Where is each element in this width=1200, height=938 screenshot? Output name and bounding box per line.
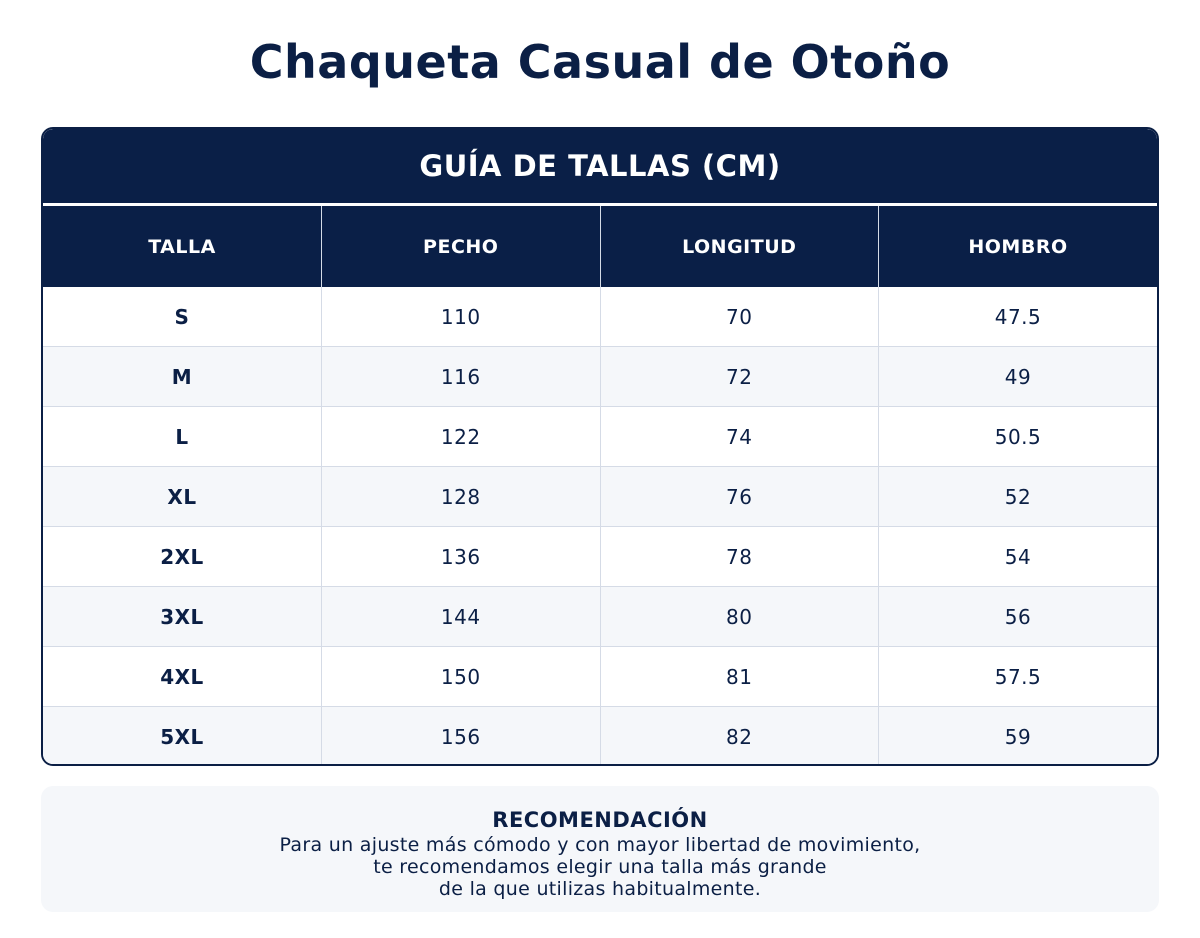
table-row <box>43 287 1157 347</box>
recommendation-text-line: te recomendamos elegir una talla más grande <box>373 856 827 878</box>
shoulder-cell: 49 <box>879 347 1158 407</box>
table-header-row <box>43 206 1157 287</box>
recommendation-text-line: de la que utilizas habitualmente. <box>438 878 762 900</box>
chest-cell: 156 <box>322 707 601 767</box>
table-row <box>43 707 1157 767</box>
chest-cell: 116 <box>322 347 601 407</box>
table-row <box>43 587 1157 647</box>
table-row <box>43 347 1157 407</box>
length-cell: 80 <box>600 587 879 647</box>
chest-cell: 150 <box>322 647 601 707</box>
length-cell: 70 <box>600 287 879 347</box>
chest-cell: 122 <box>322 407 601 467</box>
size-cell: L <box>43 407 322 467</box>
shoulder-cell: 52 <box>879 467 1158 527</box>
size-table <box>43 206 1157 766</box>
length-cell: 76 <box>600 467 879 527</box>
column-header-pecho: PECHO <box>322 206 601 287</box>
size-guide-header: GUÍA DE TALLAS (CM) <box>43 129 1157 203</box>
table-row <box>43 527 1157 587</box>
table-row <box>43 647 1157 707</box>
size-cell: S <box>43 287 322 347</box>
length-cell: 78 <box>600 527 879 587</box>
shoulder-cell: 57.5 <box>879 647 1158 707</box>
recommendation-text-line: Para un ajuste más cómodo y con mayor libertad de movimiento, <box>279 834 921 856</box>
page-title: Chaqueta Casual de Otoño <box>249 35 951 89</box>
size-cell: 2XL <box>43 527 322 587</box>
size-cell: M <box>43 347 322 407</box>
chest-cell: 136 <box>322 527 601 587</box>
shoulder-cell: 47.5 <box>879 287 1158 347</box>
length-cell: 81 <box>600 647 879 707</box>
size-cell: 5XL <box>43 707 322 767</box>
chest-cell: 144 <box>322 587 601 647</box>
recommendation-title: RECOMENDACIÓN <box>492 808 708 832</box>
length-cell: 72 <box>600 347 879 407</box>
chest-cell: 128 <box>322 467 601 527</box>
size-cell: 4XL <box>43 647 322 707</box>
size-cell: XL <box>43 467 322 527</box>
table-row <box>43 407 1157 467</box>
length-cell: 74 <box>600 407 879 467</box>
length-cell: 82 <box>600 707 879 767</box>
table-row <box>43 467 1157 527</box>
shoulder-cell: 54 <box>879 527 1158 587</box>
shoulder-cell: 50.5 <box>879 407 1158 467</box>
column-header-longitud: LONGITUD <box>600 206 879 287</box>
column-header-hombro: HOMBRO <box>879 206 1158 287</box>
size-cell: 3XL <box>43 587 322 647</box>
shoulder-cell: 56 <box>879 587 1158 647</box>
shoulder-cell: 59 <box>879 707 1158 767</box>
recommendation-box <box>41 786 1159 912</box>
chest-cell: 110 <box>322 287 601 347</box>
size-guide-card <box>41 127 1159 766</box>
column-header-talla: TALLA <box>43 206 322 287</box>
